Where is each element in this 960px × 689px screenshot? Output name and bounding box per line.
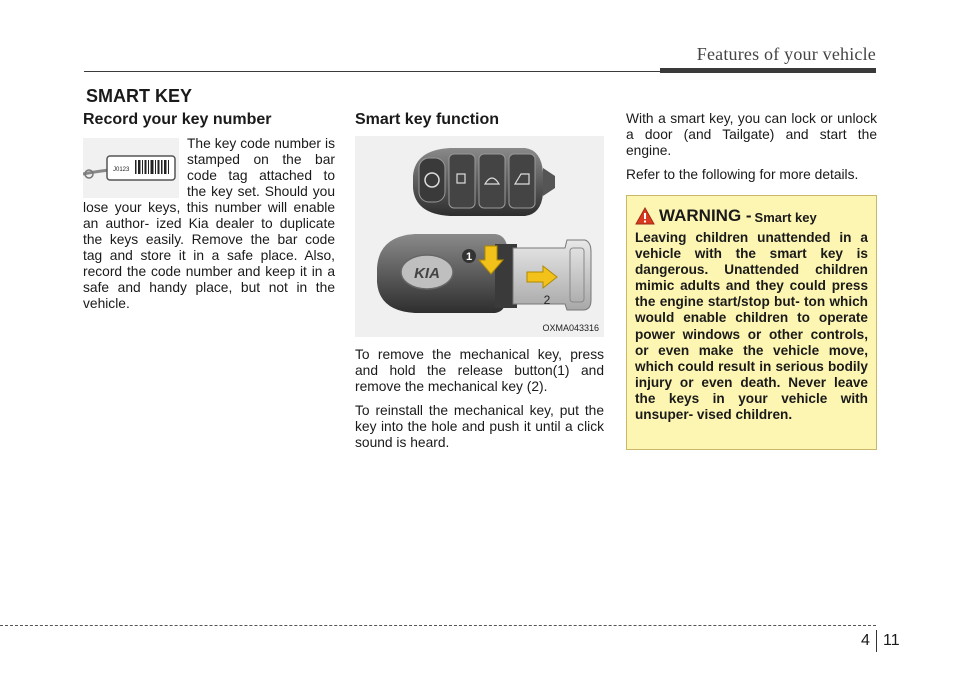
callout-2-label: 2 xyxy=(543,293,551,307)
record-key-column xyxy=(83,111,335,312)
page-number: 11 xyxy=(883,632,900,649)
svg-text:KIA: KIA xyxy=(414,265,440,282)
refer-paragraph: Refer to the following for more details. xyxy=(626,167,859,182)
footer-rule xyxy=(0,625,876,626)
intro-column xyxy=(626,111,877,450)
smart-key-heading: Smart key function xyxy=(355,111,500,128)
intro-paragraph: With a smart key, you can lock or unlock a door (and Tailgate) and start the engine. xyxy=(626,111,877,158)
key-fob-top-icon xyxy=(413,148,555,216)
warning-text: Leaving children unattended in a vehicle with the smart key is dangerous. Unattended children mimic adults and they could press the engine start/stop but- ton which would enable children to operate power windows or other controls, or even make the vehicle move, which could result in serious bodily injury or even death. Never leave the keys in your vehicle with unsuper- vised children. xyxy=(635,230,868,423)
header-rule-thick xyxy=(660,68,876,73)
smart-key-illustration xyxy=(355,136,604,337)
warning-header xyxy=(635,206,868,226)
remove-key-paragraph: To remove the mechanical key, press and hold the release button(1) and remove the mechanical key (2). xyxy=(355,347,604,394)
warning-triangle-icon xyxy=(635,207,655,225)
chapter-title: Features of your vehicle xyxy=(696,44,876,64)
callout-1-label: 1 xyxy=(465,251,473,263)
smart-key-figure xyxy=(355,136,604,337)
header-rule xyxy=(84,71,660,72)
warning-topic: Smart key xyxy=(754,209,817,225)
barcode-tag-illustration xyxy=(83,138,179,198)
record-key-paragraph: The key code number is stamped on the bar code tag attached to the key set. Should you lose your keys, this number will enable an author- ized Kia dealer to duplicate the keys easily. Remove the bar code tag and store it in a safe place. Also, record the code number and keep it in a safe and handy place, but not in the vehicle. xyxy=(83,136,335,311)
figure-code: OXMA043316 xyxy=(542,323,599,333)
smart-key-column xyxy=(355,111,604,451)
barcode-tag-image xyxy=(83,138,179,198)
warning-box xyxy=(626,195,877,450)
record-key-heading: Record your key number xyxy=(83,111,272,128)
page-number-divider xyxy=(876,630,877,652)
section-title: SMART KEY xyxy=(86,86,193,106)
chapter-number: 4 xyxy=(861,632,870,649)
warning-label: WARNING - xyxy=(659,206,752,225)
tag-code-text: J0123 xyxy=(113,167,130,173)
reinstall-key-paragraph: To reinstall the mechanical key, put the key into the hole and push it until a click sound is heard. xyxy=(355,403,604,450)
